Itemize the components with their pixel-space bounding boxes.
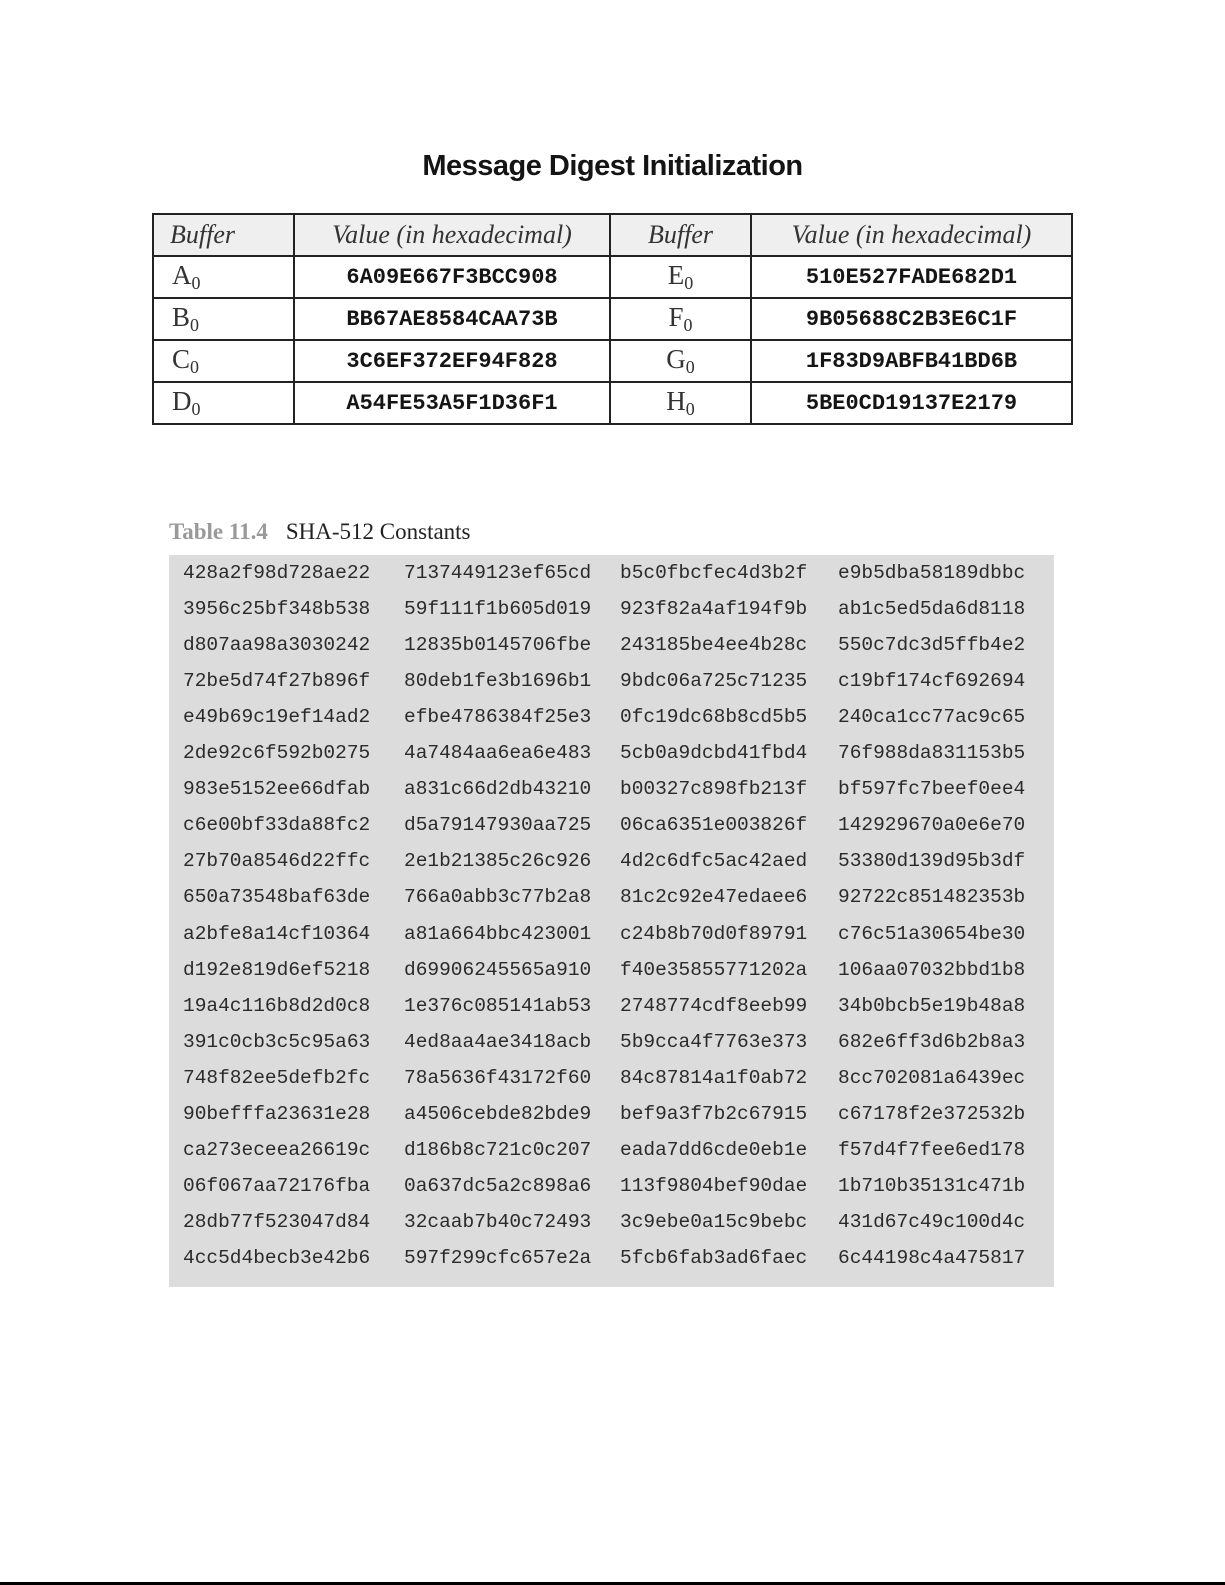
message-digest-init-table <box>152 213 1073 425</box>
constant-value: c76c51a30654be30 <box>838 922 1026 945</box>
constant-value: 431d67c49c100d4c <box>838 1210 1026 1233</box>
table-caption <box>169 519 471 545</box>
buffer-label <box>153 340 294 382</box>
buffer-subscript: 0 <box>685 399 695 419</box>
constant-value: 78a5636f43172f60 <box>404 1066 592 1089</box>
buffer-label <box>153 298 294 340</box>
constant-value: d807aa98a3030242 <box>183 634 371 657</box>
constant-value: d186b8c721c0c207 <box>404 1138 592 1161</box>
constant-value: 682e6ff3d6b2b8a3 <box>838 1030 1026 1053</box>
hex-value <box>751 340 1072 382</box>
constant-value: e49b69c19ef14ad2 <box>183 706 371 729</box>
constant-value: d69906245565a910 <box>404 958 592 981</box>
constant-value: 766a0abb3c77b2a8 <box>404 886 592 909</box>
constant-value: 9bdc06a725c71235 <box>620 670 808 693</box>
constant-value: ca273eceea26619c <box>183 1138 371 1161</box>
constant-value: 4cc5d4becb3e42b6 <box>183 1246 371 1269</box>
constant-value: 8cc702081a6439ec <box>838 1066 1026 1089</box>
constant-value: 12835b0145706fbe <box>404 634 592 657</box>
buffer-label <box>610 382 751 424</box>
constant-value: 28db77f523047d84 <box>183 1210 371 1233</box>
hex-value-text: 510E527FADE682D1 <box>805 264 1018 290</box>
sha512-constants-table <box>169 555 1054 1287</box>
constant-value: 84c87814a1f0ab72 <box>620 1066 808 1089</box>
constant-value: 92722c851482353b <box>838 886 1026 909</box>
constant-value: efbe4786384f25e3 <box>404 706 592 729</box>
header-buffer-1: Buffer <box>153 214 294 256</box>
table-caption-title: SHA-512 Constants <box>285 519 471 544</box>
header-value-2: Value (in hexadecimal) <box>751 214 1072 256</box>
constant-value: d192e819d6ef5218 <box>183 958 371 981</box>
constant-value: 5b9cca4f7763e373 <box>620 1030 808 1053</box>
constant-value: bef9a3f7b2c67915 <box>620 1102 808 1125</box>
constant-value: 597f299cfc657e2a <box>404 1246 592 1269</box>
hex-value-text: 5BE0CD19137E2179 <box>805 390 1018 416</box>
constant-value: 240ca1cc77ac9c65 <box>838 706 1026 729</box>
constant-value: 2de92c6f592b0275 <box>183 742 371 765</box>
buffer-subscript: 0 <box>190 315 200 335</box>
constant-value: 3956c25bf348b538 <box>183 598 371 621</box>
constant-value: bf597fc7beef0ee4 <box>838 778 1026 801</box>
constant-value: 113f9804bef90dae <box>620 1174 808 1197</box>
constant-value: c6e00bf33da88fc2 <box>183 814 371 837</box>
constant-value: a831c66d2db43210 <box>404 778 592 801</box>
constant-value: 106aa07032bbd1b8 <box>838 958 1026 981</box>
constant-value: 142929670a0e6e70 <box>838 814 1026 837</box>
constant-value: 27b70a8546d22ffc <box>183 850 371 873</box>
constant-value: 391c0cb3c5c95a63 <box>183 1030 371 1053</box>
constant-value: c24b8b70d0f89791 <box>620 922 808 945</box>
constant-value: 4ed8aa4ae3418acb <box>404 1030 592 1053</box>
constant-value: 3c9ebe0a15c9bebc <box>620 1210 808 1233</box>
buffer-label-text: D <box>172 386 192 416</box>
constant-value: c19bf174cf692694 <box>838 670 1026 693</box>
buffer-label-text: C <box>172 344 191 374</box>
constant-value: a2bfe8a14cf10364 <box>183 922 371 945</box>
constant-value: 59f111f1b605d019 <box>404 598 592 621</box>
hex-value <box>294 256 610 298</box>
hex-value-text: 1F83D9ABFB41BD6B <box>805 348 1018 374</box>
constant-value: 4a7484aa6ea6e483 <box>404 742 592 765</box>
buffer-subscript: 0 <box>683 315 693 335</box>
buffer-label-text: E <box>667 260 685 290</box>
constant-value: a81a664bbc423001 <box>404 922 592 945</box>
buffer-label-text: F <box>668 302 684 332</box>
constant-value: f40e35855771202a <box>620 958 808 981</box>
buffer-label <box>610 340 751 382</box>
table-row <box>153 256 1072 298</box>
buffer-label <box>153 256 294 298</box>
constant-value: 34b0bcb5e19b48a8 <box>838 994 1026 1017</box>
constant-value: 32caab7b40c72493 <box>404 1210 592 1233</box>
hex-value-text: 9B05688C2B3E6C1F <box>805 306 1018 332</box>
constant-value: 06ca6351e003826f <box>620 814 808 837</box>
buffer-label-text: A <box>172 260 192 290</box>
constant-value: eada7dd6cde0eb1e <box>620 1138 808 1161</box>
table-caption-number: Table 11.4 <box>169 519 268 544</box>
page-title: Message Digest Initialization <box>422 150 803 182</box>
constant-value: 80deb1fe3b1696b1 <box>404 670 592 693</box>
constant-value: 4d2c6dfc5ac42aed <box>620 850 808 873</box>
hex-value-text: A54FE53A5F1D36F1 <box>346 390 558 416</box>
hex-value-text: 3C6EF372EF94F828 <box>346 348 558 374</box>
table-header-row <box>153 214 1072 256</box>
buffer-label-text: H <box>666 386 686 416</box>
buffer-label <box>610 298 751 340</box>
constant-value: 90befffa23631e28 <box>183 1102 371 1125</box>
buffer-subscript: 0 <box>191 273 201 293</box>
constant-value: 19a4c116b8d2d0c8 <box>183 994 371 1017</box>
constant-value: 5fcb6fab3ad6faec <box>620 1246 808 1269</box>
buffer-subscript: 0 <box>190 357 200 377</box>
constant-value: d5a79147930aa725 <box>404 814 592 837</box>
constant-value: 2e1b21385c26c926 <box>404 850 592 873</box>
buffer-label <box>153 382 294 424</box>
constant-value: 923f82a4af194f9b <box>620 598 808 621</box>
constant-value: 650a73548baf63de <box>183 886 371 909</box>
constant-value: 2748774cdf8eeb99 <box>620 994 808 1017</box>
hex-value <box>294 340 610 382</box>
constant-value: 06f067aa72176fba <box>183 1174 371 1197</box>
constant-value: 0a637dc5a2c898a6 <box>404 1174 592 1197</box>
constant-value: 5cb0a9dcbd41fbd4 <box>620 742 808 765</box>
table-row <box>153 298 1072 340</box>
header-buffer-2: Buffer <box>610 214 751 256</box>
buffer-label-text: B <box>172 302 191 332</box>
constant-value: b00327c898fb213f <box>620 778 808 801</box>
hex-value <box>751 256 1072 298</box>
buffer-subscript: 0 <box>684 273 694 293</box>
constant-value: 550c7dc3d5ffb4e2 <box>838 634 1026 657</box>
table-row <box>153 382 1072 424</box>
constant-value: 1b710b35131c471b <box>838 1174 1026 1197</box>
constant-value: f57d4f7fee6ed178 <box>838 1138 1026 1161</box>
constant-value: 53380d139d95b3df <box>838 850 1026 873</box>
hex-value-text: 6A09E667F3BCC908 <box>346 264 558 290</box>
header-value-1: Value (in hexadecimal) <box>294 214 610 256</box>
constant-value: 81c2c92e47edaee6 <box>620 886 808 909</box>
constant-value: e9b5dba58189dbbc <box>838 562 1026 584</box>
hex-value-text: BB67AE8584CAA73B <box>346 306 558 332</box>
buffer-label-text: G <box>666 344 686 374</box>
constant-value: c67178f2e372532b <box>838 1102 1026 1125</box>
hex-value <box>751 382 1072 424</box>
constant-value: 0fc19dc68b8cd5b5 <box>620 706 808 729</box>
constant-value: ab1c5ed5da6d8118 <box>838 598 1026 621</box>
table-row <box>153 340 1072 382</box>
buffer-subscript: 0 <box>191 399 201 419</box>
constant-value: 748f82ee5defb2fc <box>183 1066 371 1089</box>
hex-value <box>294 382 610 424</box>
constant-value: 72be5d74f27b896f <box>183 670 371 693</box>
constant-value: b5c0fbcfec4d3b2f <box>620 562 808 584</box>
constant-value: 6c44198c4a475817 <box>838 1246 1026 1269</box>
constant-value: 76f988da831153b5 <box>838 742 1026 765</box>
constant-value: 7137449123ef65cd <box>404 562 592 584</box>
hex-value <box>294 298 610 340</box>
constant-value: 983e5152ee66dfab <box>183 778 371 801</box>
constant-value: a4506cebde82bde9 <box>404 1102 592 1125</box>
constant-value: 243185be4ee4b28c <box>620 634 808 657</box>
constant-value: 1e376c085141ab53 <box>404 994 592 1017</box>
hex-value <box>751 298 1072 340</box>
constant-value: 428a2f98d728ae22 <box>183 562 371 584</box>
buffer-label <box>610 256 751 298</box>
buffer-subscript: 0 <box>685 357 695 377</box>
